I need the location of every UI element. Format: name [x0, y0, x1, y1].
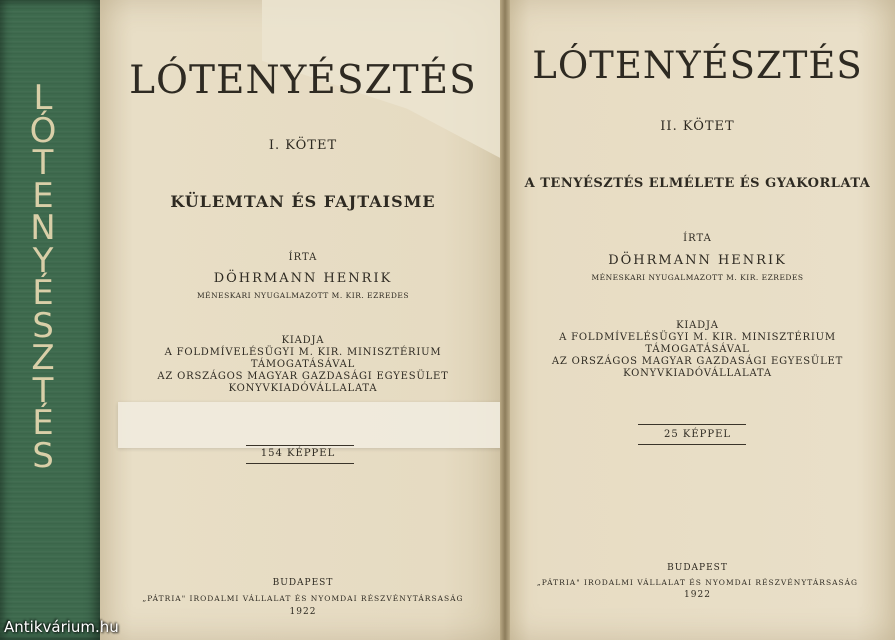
right-city: BUDAPEST [667, 563, 728, 573]
left-printer: „PÁTRIA" IRODALMI VÁLLALAT ÉS NYOMDAI RÉSZVÉNYTÁRSASÁG [142, 594, 464, 603]
spine-letter: L [33, 78, 53, 118]
spine-letter: S [32, 435, 54, 476]
left-rank: MÉNESKARI NYUGALMAZOTT M. KIR. EZREDES [196, 291, 410, 300]
left-publisher-line: AZ ORSZÁGOS MAGYAR GAZDASÁGI EGYESÜLET [157, 371, 449, 382]
right-publisher-line: KIADJA [676, 320, 719, 331]
left-irta: ÍRTA [288, 252, 318, 263]
left-pictures: 154 KÉPPEL [260, 448, 336, 459]
right-irta: ÍRTA [683, 233, 712, 244]
right-volume: II. KÖTET [660, 119, 735, 134]
right-rule-bottom [638, 444, 746, 445]
left-author: DÖHRMANN HENRIK [213, 271, 393, 286]
left-rule-bottom [246, 463, 354, 464]
right-publisher-line: A FOLDMÍVELÉSÜGYI M. KIR. MINISZTÉRIUM [559, 332, 836, 343]
watermark: Antikvárium.hu [4, 618, 119, 636]
left-publisher [118, 335, 488, 395]
spine-letter: S [32, 305, 54, 346]
right-rank: MÉNESKARI NYUGALMAZOTT M. KIR. EZREDES [591, 273, 804, 282]
left-volume: I. KÖTET [268, 138, 338, 153]
right-publisher [510, 320, 885, 380]
spine-letter: Ó [29, 110, 57, 151]
right-publisher-line: KONYVKIADÓVÁLLALATA [623, 368, 772, 379]
spine-letter: Z [31, 338, 55, 378]
right-year: 1922 [684, 590, 711, 600]
left-city: BUDAPEST [272, 578, 334, 588]
spine-letter: E [32, 175, 54, 216]
left-title: LÓTENYÉSZTÉS [129, 58, 477, 103]
right-rule-top [638, 424, 746, 425]
book-gutter [500, 0, 510, 640]
right-publisher-line: TÁMOGATÁSÁVAL [645, 344, 750, 355]
right-printer: „PÁTRIA" IRODALMI VÁLLALAT ÉS NYOMDAI RÉSZVÉNYTÁRSASÁG [536, 578, 859, 587]
repair-tape [118, 402, 504, 448]
right-author: DÖHRMANN HENRIK [608, 253, 787, 268]
spine-title [0, 78, 86, 476]
right-pictures: 25 KÉPPEL [663, 429, 732, 440]
left-publisher-line: KONYVKIADÓVÁLLALATA [228, 383, 378, 394]
left-publisher-line: KIADJA [281, 335, 325, 346]
spine-letter: T [32, 370, 54, 411]
right-subtitle: A TENYÉSZTÉS ELMÉLETE ÉS GYAKORLATA [524, 176, 871, 191]
spine-letter: T [32, 143, 54, 183]
left-rule-top [246, 445, 354, 446]
right-publisher-line: AZ ORSZÁGOS MAGYAR GAZDASÁGI EGYESÜLET [551, 356, 844, 367]
left-year: 1922 [289, 607, 317, 617]
book-spine [0, 0, 100, 640]
spine-letter: N [30, 208, 56, 248]
spine-letter: É [32, 273, 54, 313]
left-publisher-line: TÁMOGATÁSÁVAL [250, 359, 356, 370]
left-publisher-line: A FOLDMÍVELÉSÜGYI M. KIR. MINISZTÉRIUM [164, 347, 442, 358]
spine-letter: Y [32, 240, 54, 281]
left-subtitle: KÜLEMTAN ÉS FAJTAISME [170, 192, 436, 211]
spine-letter: É [32, 403, 54, 443]
right-title: LÓTENYÉSZTÉS [532, 44, 863, 87]
